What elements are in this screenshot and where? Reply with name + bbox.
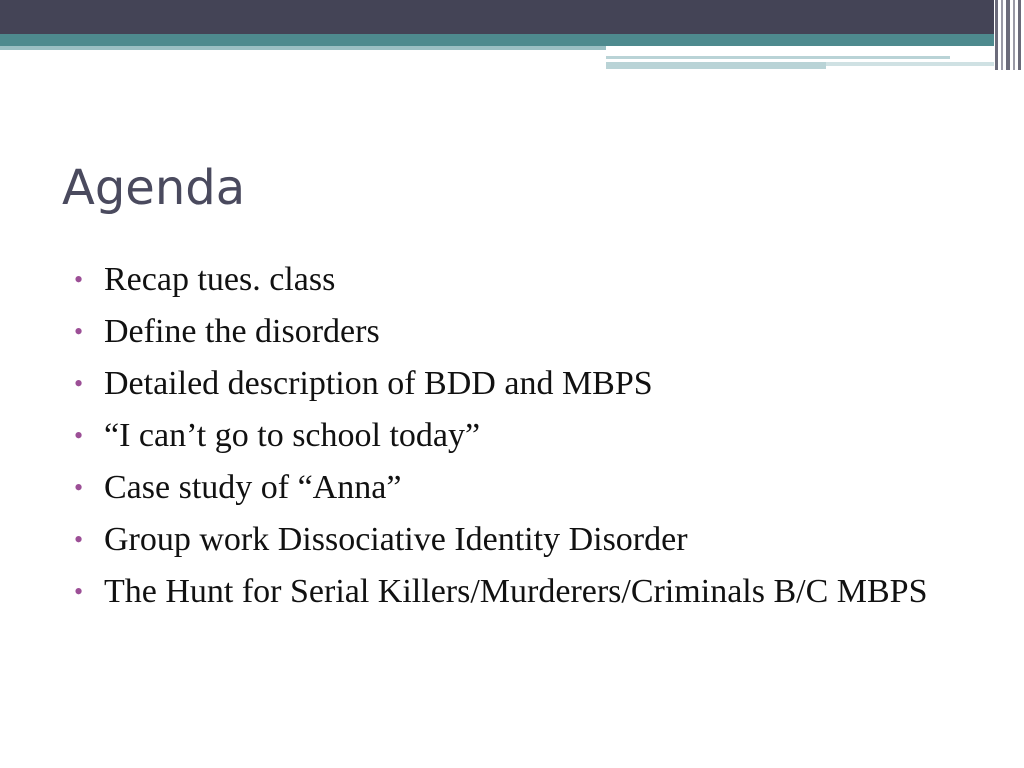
bullet-dot-icon: •	[74, 265, 84, 294]
agenda-item	[74, 466, 974, 510]
header-vertical-line	[1013, 0, 1015, 70]
header-strip	[606, 62, 826, 69]
agenda-item-text: The Hunt for Serial Killers/Murderers/Criminals B/C MBPS	[104, 573, 928, 610]
header-strip-gap	[606, 46, 994, 56]
agenda-item	[74, 310, 974, 354]
header-bar-teal-light	[0, 46, 606, 50]
agenda-item	[74, 258, 974, 302]
bullet-dot-icon: •	[74, 421, 84, 450]
header-strip	[826, 62, 994, 66]
header-bar-dark	[0, 0, 1024, 34]
bullet-dot-icon: •	[74, 577, 84, 606]
agenda-item-text: Define the disorders	[104, 313, 380, 350]
bullet-dot-icon: •	[74, 473, 84, 502]
header-vertical-line	[1018, 0, 1021, 70]
bullet-dot-icon: •	[74, 369, 84, 398]
bullet-dot-icon: •	[74, 525, 84, 554]
agenda-item	[74, 570, 974, 614]
header-vertical-line	[995, 0, 998, 70]
header-vertical-line	[1006, 0, 1010, 70]
header-vertical-line	[1001, 0, 1003, 70]
agenda-item-text: Recap tues. class	[104, 261, 336, 298]
agenda-item	[74, 414, 974, 458]
bullet-dot-icon: •	[74, 317, 84, 346]
agenda-item-text: Detailed description of BDD and MBPS	[104, 365, 653, 402]
agenda-list	[74, 258, 974, 622]
agenda-item-text: Case study of “Anna”	[104, 469, 402, 506]
header-strip	[606, 56, 950, 59]
agenda-item	[74, 362, 974, 406]
slide-title: Agenda	[62, 160, 246, 216]
agenda-item-text: Group work Dissociative Identity Disorder	[104, 521, 688, 558]
header-bar-teal	[0, 34, 1024, 46]
agenda-item-text: “I can’t go to school today”	[104, 417, 481, 454]
agenda-item	[74, 518, 974, 562]
